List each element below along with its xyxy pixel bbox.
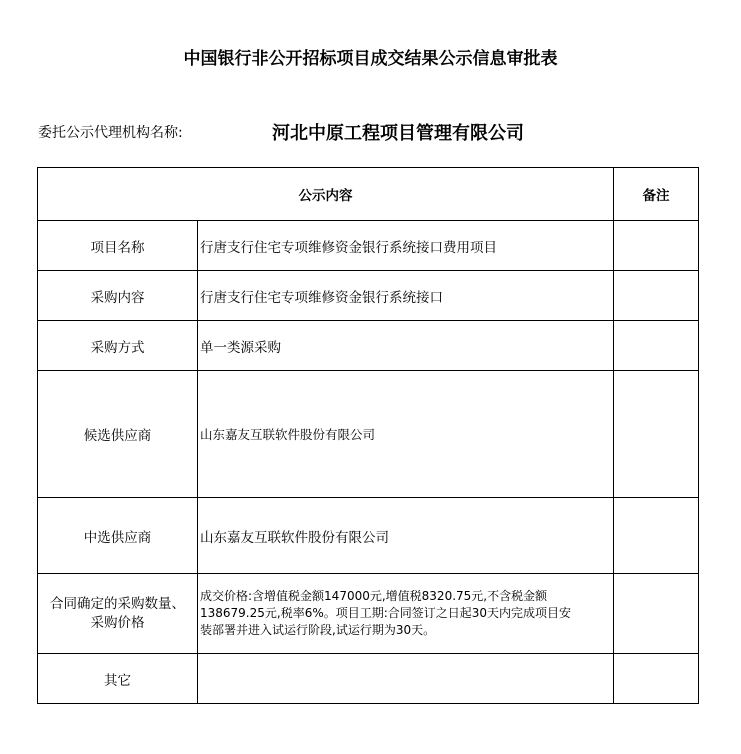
row-label [38,574,198,654]
page-title: 中国银行非公开招标项目成交结果公示信息审批表 [183,49,558,69]
row-value-line: 装部署并进入试运行阶段,试运行期为30天。 [200,623,436,637]
row-value-line: 成交价格:含增值税金额147000元,增值税8320.75元,不含税金额 [200,589,548,603]
table-header-row [38,168,699,221]
header-content: 公示内容 [38,168,614,221]
table-row [38,498,699,574]
agent-label: 委托公示代理机构名称: [38,125,183,141]
row-label: 采购方式 [38,321,198,371]
row-value: 行唐支行住宅专项维修资金银行系统接口费用项目 [198,221,614,271]
row-label-line: 合同确定的采购数量、 [50,595,185,612]
row-label: 采购内容 [38,271,198,321]
table-row [38,574,699,654]
row-label: 其它 [38,654,198,704]
table-row [38,271,699,321]
row-value: 山东嘉友互联软件股份有限公司 [198,371,614,498]
table-row [38,221,699,271]
approval-table [37,167,699,704]
row-label: 候选供应商 [38,371,198,498]
row-value [198,654,614,704]
row-remark [614,574,699,654]
row-remark [614,321,699,371]
row-remark [614,371,699,498]
row-remark [614,221,699,271]
table-row [38,371,699,498]
row-remark [614,654,699,704]
row-remark [614,271,699,321]
row-value [198,574,614,654]
row-value: 山东嘉友互联软件股份有限公司 [198,498,614,574]
row-label-line: 采购价格 [90,614,145,631]
row-remark [614,498,699,574]
table-row [38,654,699,704]
row-label: 中选供应商 [38,498,198,574]
row-value-line: 138679.25元,税率6%。项目工期:合同签订之日起30天内完成项目安 [200,606,572,620]
table-row [38,321,699,371]
row-value: 单一类源采购 [198,321,614,371]
row-value: 行唐支行住宅专项维修资金银行系统接口 [198,271,614,321]
agent-name: 河北中原工程项目管理有限公司 [272,123,524,144]
row-label: 项目名称 [38,221,198,271]
header-remark: 备注 [614,168,699,221]
